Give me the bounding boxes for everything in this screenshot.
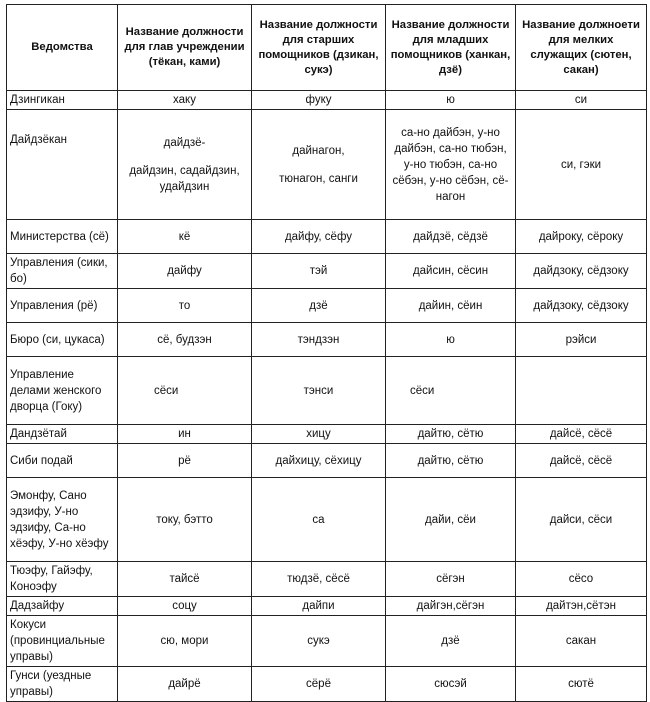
header-row: [7, 5, 647, 91]
table-cell: са: [252, 478, 386, 562]
table-cell: дайфу, сёфу: [252, 220, 386, 254]
table-cell: дайтю, сётю: [386, 444, 516, 478]
table-cell: дзё: [252, 289, 386, 323]
department-cell: Бюро (си, цукаса): [7, 323, 118, 357]
department-cell: Дандзётай: [7, 425, 118, 444]
table-cell: си: [516, 91, 647, 110]
table-cell: дайрё: [118, 667, 252, 702]
table-cell: тюдзё, сёсё: [252, 562, 386, 597]
department-cell: Дзингикан: [7, 91, 118, 110]
table-row: [7, 323, 647, 357]
table-cell: то: [118, 289, 252, 323]
table-cell: сёрё: [252, 667, 386, 702]
table-cell: дайтэн,сётэн: [516, 597, 647, 616]
table-row: [7, 562, 647, 597]
table-cell: [118, 110, 252, 220]
department-cell: Эмонфу, Сано эдзифу, У-но эдзифу, Са-но хёэфу, У-но хёэфу: [7, 478, 118, 562]
table-cell: фуку: [252, 91, 386, 110]
table-row: [7, 357, 647, 425]
table-cell: тэнси: [252, 357, 386, 425]
table-cell: дайгэн,сёгэн: [386, 597, 516, 616]
table-cell: [516, 357, 647, 425]
table-cell: тэй: [252, 254, 386, 289]
table-cell: дайроку, сёроку: [516, 220, 647, 254]
department-cell: Управление делами женского дворца (Гоку): [7, 357, 118, 425]
ranks-table: [6, 4, 647, 702]
department-cell: Гунси (уездные управы): [7, 667, 118, 702]
table-cell: ин: [118, 425, 252, 444]
table-cell: рё: [118, 444, 252, 478]
department-cell: Сиби подай: [7, 444, 118, 478]
table-cell: дайфу: [118, 254, 252, 289]
table-cell: дайтю, сётю: [386, 425, 516, 444]
table-cell: дайси, сёси: [516, 478, 647, 562]
table-cell: сё, будзэн: [118, 323, 252, 357]
cell-line: дайдзин, садайдзин, удайдзин: [129, 164, 240, 193]
table-cell: дайдзё, сёдзё: [386, 220, 516, 254]
table-cell: дайсин, сёсин: [386, 254, 516, 289]
cell-line: тюнагон, санги: [279, 172, 358, 185]
table-cell: ю: [386, 323, 516, 357]
table-cell: сакан: [516, 616, 647, 667]
table-row: [7, 444, 647, 478]
table-cell: дайин, сёин: [386, 289, 516, 323]
table-row: [7, 254, 647, 289]
table-cell: сёси: [118, 357, 252, 425]
department-cell: Дайдзёкан: [7, 110, 118, 220]
table-cell: тайсё: [118, 562, 252, 597]
table-row: [7, 91, 647, 110]
table-cell: току, бэтто: [118, 478, 252, 562]
table-cell: сёси: [386, 357, 516, 425]
table-row: [7, 667, 647, 702]
table-cell: дайи, сёи: [386, 478, 516, 562]
table-cell: рэйси: [516, 323, 647, 357]
department-cell: Министерства (сё): [7, 220, 118, 254]
table-cell: кё: [118, 220, 252, 254]
table-cell: хаку: [118, 91, 252, 110]
cell-line: дайнагон,: [292, 144, 345, 157]
table-cell: хицу: [252, 425, 386, 444]
department-cell: Дадзайфу: [7, 597, 118, 616]
table-cell: си, гэки: [516, 110, 647, 220]
table-cell: дайсё, сёсё: [516, 444, 647, 478]
table-cell: дайсё, сёсё: [516, 425, 647, 444]
table-cell: сёгэн: [386, 562, 516, 597]
cell-line: дайдзё-: [163, 136, 206, 149]
table-cell: са-но дайбэн, у-но дайбэн, са-но тюбэн, у-но тюбэн, са-но сёбэн, у-но сёбэн, сё-нагон: [386, 110, 516, 220]
department-cell: Управления (рё): [7, 289, 118, 323]
table-cell: дайхицу, сёхицу: [252, 444, 386, 478]
table-row: [7, 289, 647, 323]
table-cell: дайдзоку, сёдзоку: [516, 289, 647, 323]
table-row: [7, 597, 647, 616]
header-cell: Название должности для старших помощников (дзикан, сукэ): [252, 5, 386, 91]
table-row: [7, 478, 647, 562]
header-cell: Ведомства: [7, 5, 118, 91]
header-cell: Название должности для глав учреждении (тёкан, ками): [118, 5, 252, 91]
table-cell: сукэ: [252, 616, 386, 667]
table-row: [7, 220, 647, 254]
table-row: [7, 616, 647, 667]
table-cell: сюсэй: [386, 667, 516, 702]
table-cell: сютё: [516, 667, 647, 702]
table-cell: соцу: [118, 597, 252, 616]
table-cell: сю, мори: [118, 616, 252, 667]
department-cell: Тюэфу, Гайэфу, Коноэфу: [7, 562, 118, 597]
header-cell: Название должности для младших помощников (ханкан, дзё): [386, 5, 516, 91]
table-cell: [252, 110, 386, 220]
table-cell: ю: [386, 91, 516, 110]
department-cell: Управления (сики, бо): [7, 254, 118, 289]
table-row: [7, 110, 647, 220]
table-cell: дзё: [386, 616, 516, 667]
table-cell: дайдзоку, сёдзоку: [516, 254, 647, 289]
table-row: [7, 425, 647, 444]
header-cell: Название должноети для мелких служащих (сютен, сакан): [516, 5, 647, 91]
table-cell: сёсо: [516, 562, 647, 597]
department-cell: Кокуси (провинциальные управы): [7, 616, 118, 667]
table-cell: тэндзэн: [252, 323, 386, 357]
table-cell: дайпи: [252, 597, 386, 616]
